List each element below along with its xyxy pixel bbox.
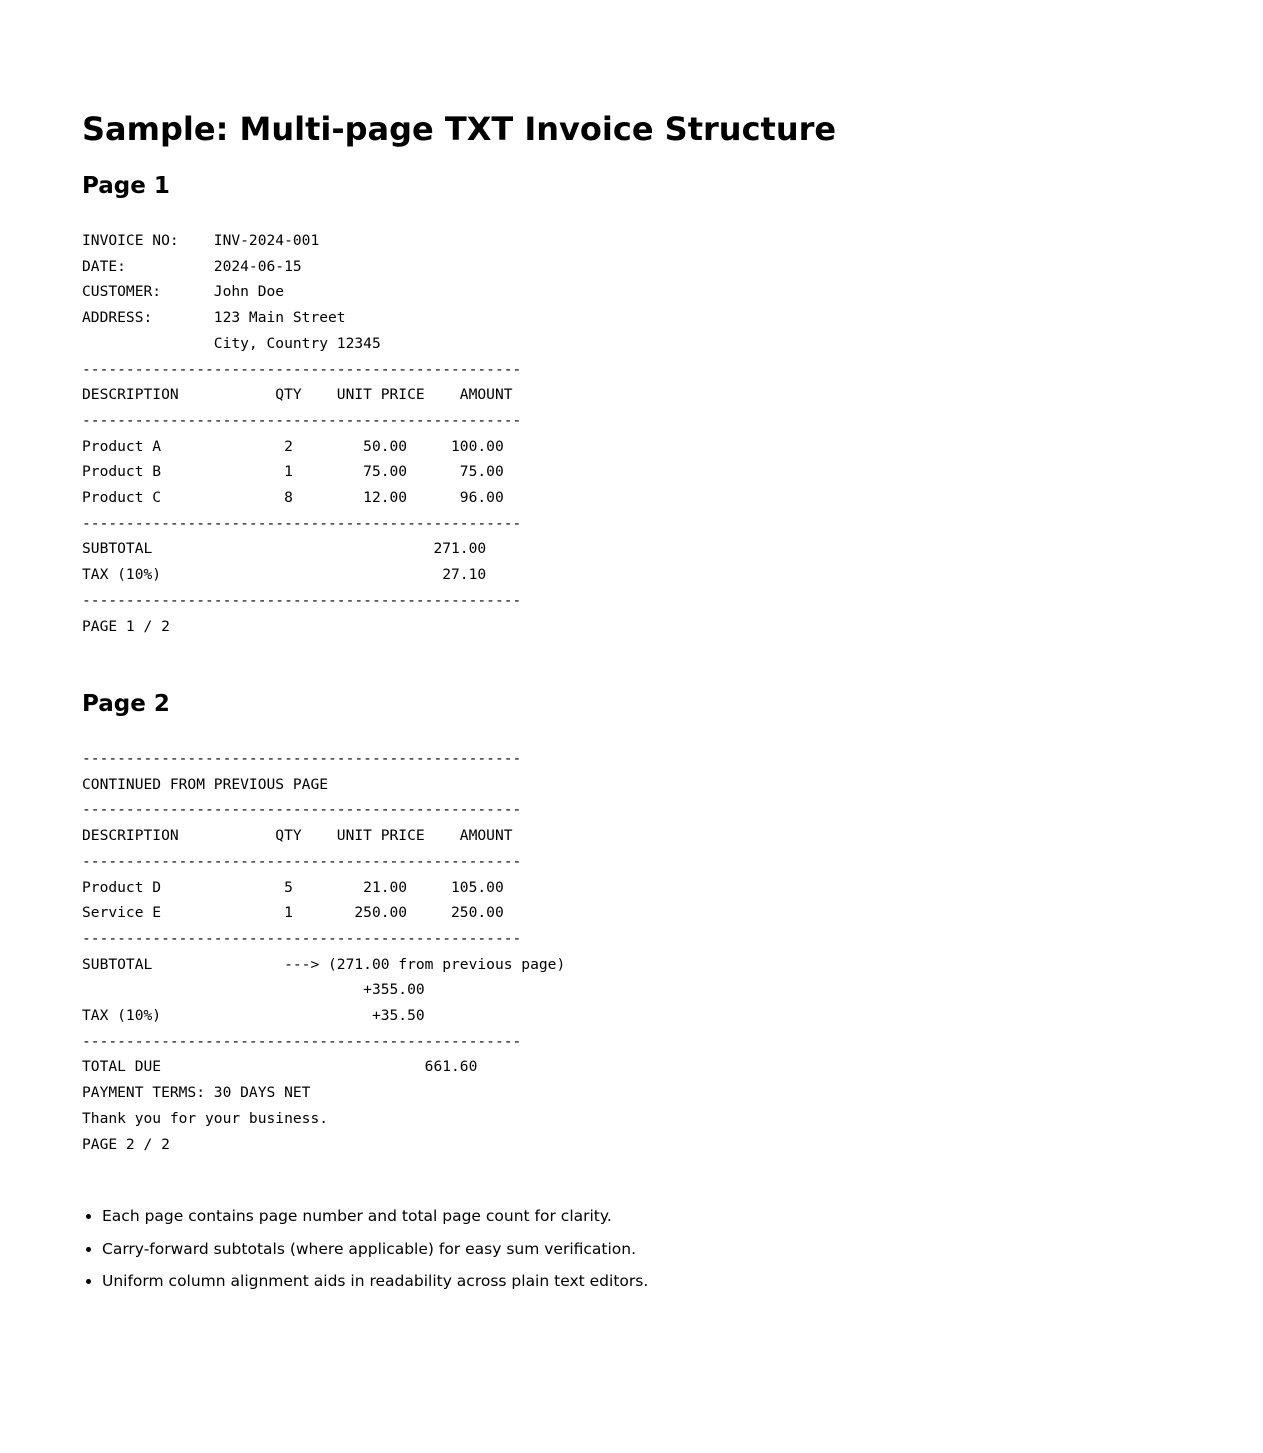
invoice-text-line: +355.00 <box>82 981 425 999</box>
invoice-text-line: Product A 2 50.00 100.00 <box>82 437 504 455</box>
invoice-text-line: -------------------------------------------------- <box>82 852 522 870</box>
invoice-text-line: DESCRIPTION QTY UNIT PRICE AMOUNT <box>82 827 513 845</box>
page-2-heading: Page 2 <box>82 691 170 717</box>
note-item: • Carry-forward subtotals (where applicable) for easy sum verification. <box>102 1233 648 1266</box>
invoice-text-line: TAX (10%) +35.50 <box>82 1007 425 1025</box>
invoice-text-line: -------------------------------------------------- <box>82 750 522 767</box>
document-title: Sample: Multi-page TXT Invoice Structure <box>82 110 837 148</box>
invoice-text-line: DESCRIPTION QTY UNIT PRICE AMOUNT <box>82 386 513 404</box>
invoice-text-line: -------------------------------------------------- <box>82 801 522 819</box>
page-1-heading: Page 1 <box>82 173 170 199</box>
note-item: • Uniform column alignment aids in readability across plain text editors. <box>102 1265 648 1298</box>
invoice-text-line: SUBTOTAL ---> (271.00 from previous page) <box>82 955 566 973</box>
invoice-text-line: CUSTOMER: John Doe <box>82 283 285 301</box>
invoice-text-line: Product C 8 12.00 96.00 <box>82 489 504 507</box>
invoice-text-line: -------------------------------------------------- <box>82 929 522 947</box>
invoice-text-line: PAYMENT TERMS: 30 DAYS NET <box>82 1084 311 1102</box>
invoice-text-line: ADDRESS: 123 Main Street <box>82 309 346 327</box>
invoice-text-line: TAX (10%) 27.10 <box>82 566 487 584</box>
invoice-text-line: -------------------------------------------------- <box>82 411 522 429</box>
page-2-invoice-text <box>82 746 565 1157</box>
invoice-text-line: INVOICE NO: INV-2024-001 <box>82 232 320 249</box>
invoice-text-line: PAGE 2 / 2 <box>82 1135 170 1153</box>
invoice-text-line: Product B 1 75.00 75.00 <box>82 463 504 481</box>
page-1-invoice-text <box>82 228 521 639</box>
invoice-text-line: TOTAL DUE 661.60 <box>82 1058 478 1076</box>
invoice-text-line: Service E 1 250.00 250.00 <box>82 904 504 922</box>
invoice-text-line: Thank you for your business. <box>82 1109 329 1127</box>
invoice-text-line: Product D 5 21.00 105.00 <box>82 878 504 896</box>
invoice-text-line: -------------------------------------------------- <box>82 591 522 609</box>
invoice-text-line: PAGE 1 / 2 <box>82 617 170 635</box>
invoice-text-line: -------------------------------------------------- <box>82 1032 522 1050</box>
note-item: • Each page contains page number and total page count for clarity. <box>102 1200 648 1233</box>
invoice-text-line: CONTINUED FROM PREVIOUS PAGE <box>82 775 329 793</box>
invoice-text-line: -------------------------------------------------- <box>82 360 522 378</box>
invoice-text-line: City, Country 12345 <box>82 334 381 352</box>
invoice-text-line: SUBTOTAL 271.00 <box>82 540 487 558</box>
invoice-text-line: DATE: 2024-06-15 <box>82 257 302 275</box>
notes-list <box>82 1200 648 1298</box>
invoice-text-line: -------------------------------------------------- <box>82 514 522 532</box>
